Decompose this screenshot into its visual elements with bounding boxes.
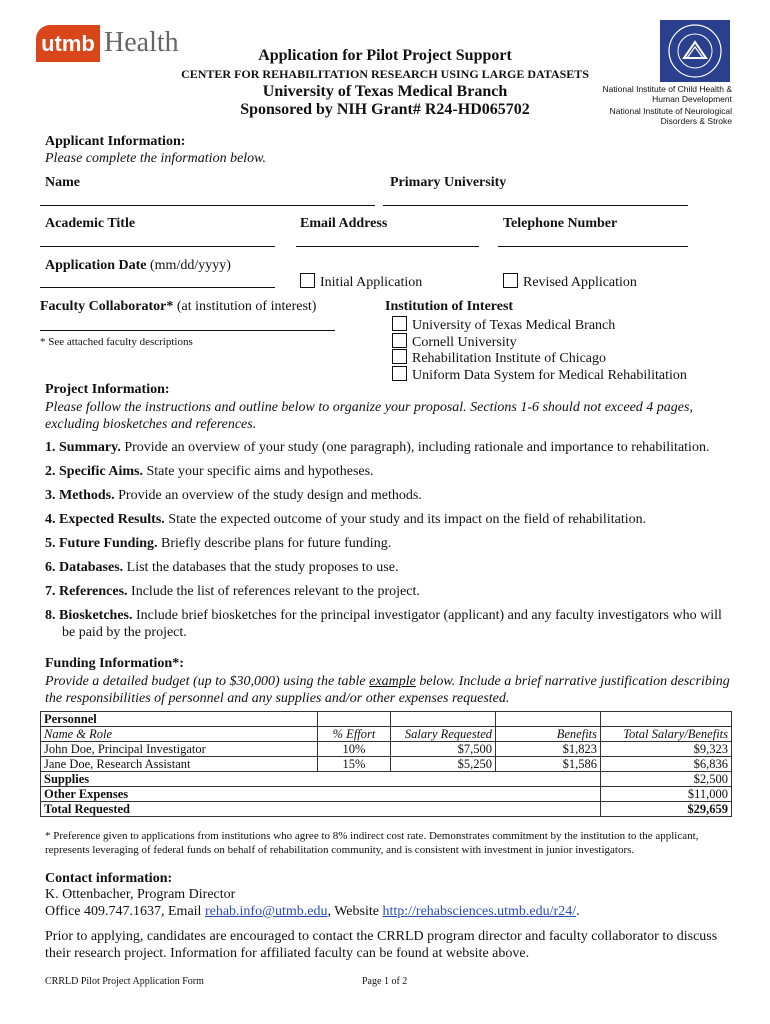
institution-checkbox[interactable] xyxy=(392,366,407,381)
prior-contact-text: Prior to applying, candidates are encouraged to contact the CRRLD program director and faculty collaborator to discuss their research project. Information for affiliated faculty can be found at website above. xyxy=(45,929,718,961)
institution-label: Rehabilitation Institute of Chicago xyxy=(412,351,607,366)
table-row: Supplies $2,500 xyxy=(41,772,732,787)
telephone-field[interactable] xyxy=(498,246,688,247)
form-title: Application for Pilot Project Support xyxy=(258,47,512,64)
institution-label: Uniform Data System for Medical Rehabilitation xyxy=(412,368,687,383)
initial-application-checkbox[interactable] xyxy=(300,273,315,288)
section-item: 1. Summary. Provide an overview of your study (one paragraph), including rationale and importance to rehabilitation. xyxy=(45,440,710,455)
example-link: example xyxy=(369,674,416,689)
faculty-collab-note: (at institution of interest) xyxy=(176,299,317,314)
table-row: Jane Doe, Research Assistant 15% $5,250 $1,586 $6,836 xyxy=(41,757,732,772)
contact-heading: Contact information: xyxy=(45,871,173,886)
utmb-logo: utmb xyxy=(36,25,100,62)
institution-checkbox[interactable] xyxy=(392,349,407,364)
name-label: Name xyxy=(45,175,80,190)
funding-footnote: * Preference given to applications from institutions who agree to 8% indirect cost rate. Demonstrates commitment by the institution to the applicant, represents leveraging of federal funds on behalf of rehabilitation community, and is consistent with investment in junior investigators. xyxy=(45,830,699,856)
funding-instruction: Provide a detailed budget (up to $30,000) using the table example below. Include a brief narrative justification describing the responsibilities of personnel and any supplies and/or other expenses requested. xyxy=(45,674,730,706)
revised-application-checkbox[interactable] xyxy=(503,273,518,288)
university-name: University of Texas Medical Branch xyxy=(262,83,508,100)
section-item: 2. Specific Aims. State your specific aims and hypotheses. xyxy=(45,464,374,479)
contact-line: Office 409.747.1637, Email rehab.info@utmb.edu, Website http://rehabsciences.utmb.edu/r24/. xyxy=(45,904,580,919)
table-row: Total Requested $29,659 xyxy=(41,802,732,817)
faculty-collab-label: Faculty Collaborator* xyxy=(40,299,174,314)
budget-table xyxy=(40,711,732,817)
institution-checkbox[interactable] xyxy=(392,333,407,348)
app-date-format: (mm/dd/yyyy) xyxy=(150,258,231,273)
table-row: Name & Role % Effort Salary Requested Benefits Total Salary/Benefits xyxy=(41,727,732,742)
name-field[interactable] xyxy=(40,205,375,206)
footer-form-name: CRRLD Pilot Project Application Form xyxy=(45,976,204,987)
app-date-field[interactable] xyxy=(40,287,275,288)
app-date-label-row xyxy=(45,258,231,274)
primary-university-field[interactable] xyxy=(383,205,688,206)
faculty-collab-label-row xyxy=(40,299,316,315)
project-instruction: Please follow the instructions and outline below to organize your proposal. Sections 1-6 should not exceed 4 pages, excluding biosketches and references. xyxy=(45,400,693,432)
utmb-logo-health: Health xyxy=(104,27,179,58)
section-item: 3. Methods. Provide an overview of the study design and methods. xyxy=(45,488,422,503)
academic-title-field[interactable] xyxy=(40,246,275,247)
initial-application-label: Initial Application xyxy=(320,275,423,290)
primary-university-label: Primary University xyxy=(390,175,507,190)
footer-page-number: Page 1 of 2 xyxy=(362,976,408,987)
faculty-collab-field[interactable] xyxy=(40,330,335,331)
program-director: K. Ottenbacher, Program Director xyxy=(45,887,236,902)
revised-application-label: Revised Application xyxy=(523,275,637,290)
project-heading: Project Information: xyxy=(45,382,170,397)
center-name: CENTER FOR REHABILITATION RESEARCH USING LARGE DATASETS xyxy=(181,67,589,81)
table-row: John Doe, Principal Investigator 10% $7,500 $1,823 $9,323 xyxy=(41,742,732,757)
institution-label: University of Texas Medical Branch xyxy=(412,318,616,333)
institution-checkbox[interactable] xyxy=(392,316,407,331)
institution-option[interactable] xyxy=(392,366,687,384)
institution-label: Cornell University xyxy=(412,335,517,350)
faculty-footnote: * See attached faculty descriptions xyxy=(40,336,193,348)
applicant-instruction: Please complete the information below. xyxy=(45,151,266,166)
institution-option[interactable] xyxy=(392,316,615,334)
nih-institute-1: National Institute of Child Health & Human Development xyxy=(602,84,732,104)
email-label: Email Address xyxy=(300,216,388,231)
institution-heading: Institution of Interest xyxy=(385,299,514,314)
initial-application-option[interactable] xyxy=(300,273,422,291)
telephone-label: Telephone Number xyxy=(503,216,618,231)
institution-option[interactable] xyxy=(392,349,606,367)
section-item: 7. References. Include the list of references relevant to the project. xyxy=(45,584,420,599)
applicant-heading: Applicant Information: xyxy=(45,134,186,149)
section-item: 5. Future Funding. Briefly describe plans for future funding. xyxy=(45,536,392,551)
website-link[interactable]: http://rehabsciences.utmb.edu/r24/ xyxy=(382,904,577,919)
email-field[interactable] xyxy=(296,246,479,247)
app-date-label: Application Date xyxy=(45,258,147,273)
grant-line: Sponsored by NIH Grant# R24-HD065702 xyxy=(240,101,530,118)
email-link[interactable]: rehab.info@utmb.edu xyxy=(204,904,328,919)
revised-application-option[interactable] xyxy=(503,273,637,291)
table-row: Other Expenses $11,000 xyxy=(41,787,732,802)
section-item: 4. Expected Results. State the expected outcome of your study and its impact on the field of rehabilitation. xyxy=(45,512,647,527)
academic-title-label: Academic Title xyxy=(45,216,136,231)
section-item: 6. Databases. List the databases that the study proposes to use. xyxy=(45,560,399,575)
section-item: 8. Biosketches. Include brief biosketches for the principal investigator (applicant) and any faculty investigators who will be paid by the project. xyxy=(45,608,722,640)
nih-seal-icon xyxy=(660,20,730,82)
table-row: Personnel xyxy=(41,712,732,727)
funding-heading: Funding Information*: xyxy=(45,656,184,671)
nih-institute-2: National Institute of Neurological Disorders & Stroke xyxy=(609,106,732,126)
